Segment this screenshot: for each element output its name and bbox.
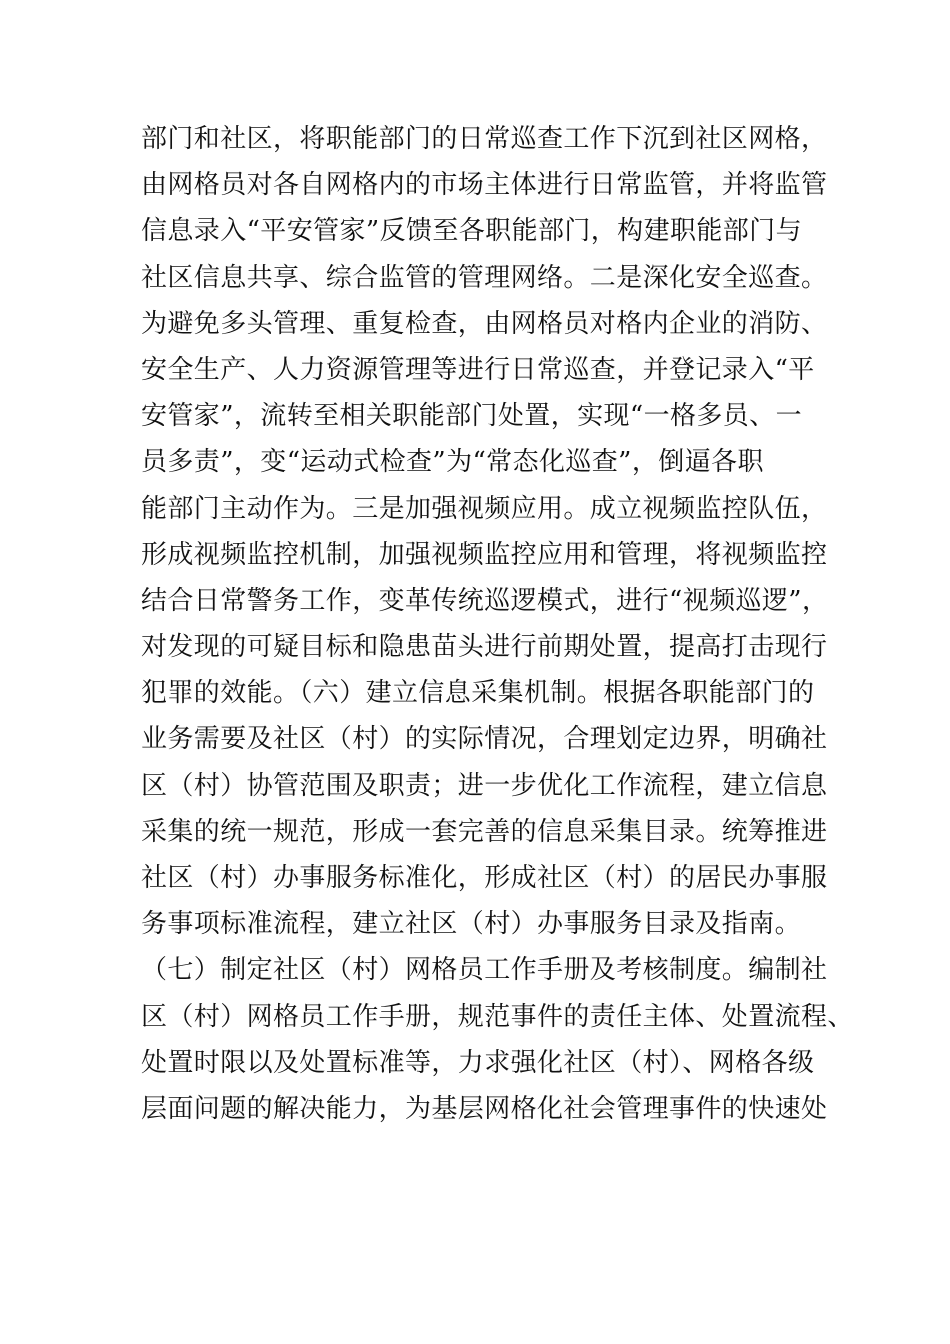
text-line: 犯罪的效能。（六）建立信息采集机制。根据各职能部门的 [141, 678, 815, 709]
text-line: 安管家”，流转至相关职能部门处置，实现“一格多员、一 [141, 401, 802, 432]
text-line: 结合日常警务工作，变革传统巡逻模式，进行“视频巡逻”， [141, 585, 829, 616]
text-line: 对发现的可疑目标和隐患苗头进行前期处置，提高打击现行 [141, 632, 828, 663]
text-line: 部门和社区，将职能部门的日常巡查工作下沉到社区网格， [141, 124, 828, 154]
text-line: 层面问题的解决能力，为基层网格化社会管理事件的快速处 [141, 1093, 828, 1124]
text-line: （七）制定社区（村）网格员工作手册及考核制度。编制社 [141, 955, 828, 986]
text-line: 员多责”，变“运动式检查”为“常态化巡查”，倒逼各职 [141, 447, 764, 478]
text-line: 采集的统一规范，形成一套完善的信息采集目录。统筹推进 [141, 816, 828, 847]
text-line: 社区（村）办事服务标准化，形成社区（村）的居民办事服 [141, 863, 828, 893]
text-line: 信息录入“平安管家”反馈至各职能部门，构建职能部门与 [141, 216, 802, 247]
text-line: 处置时限以及处置标准等，力求强化社区（村）、网格各级 [141, 1047, 815, 1078]
text-line: 区（村）网格员工作手册，规范事件的责任主体、处置流程、 [141, 1001, 854, 1032]
body-text [141, 116, 854, 1132]
text-line: 由网格员对各自网格内的市场主体进行日常监管，并将监管 [141, 170, 828, 201]
text-line: 为避免多头管理、重复检查，由网格员对格内企业的消防、 [141, 308, 828, 339]
text-line: 务事项标准流程，建立社区（村）办事服务目录及指南。 [141, 909, 802, 940]
text-line: 形成视频监控机制，加强视频监控应用和管理，将视频监控 [141, 539, 828, 570]
text-line: 业务需要及社区（村）的实际情况，合理划定边界，明确社 [141, 724, 828, 755]
text-line: 安全生产、人力资源管理等进行日常巡查，并登记录入“平 [141, 354, 815, 385]
text-line: 社区信息共享、综合监管的管理网络。二是深化安全巡查。 [141, 262, 828, 293]
text-line: 区（村）协管范围及职责；进一步优化工作流程，建立信息 [141, 770, 828, 801]
text-line: 能部门主动作为。三是加强视频应用。成立视频监控队伍， [141, 493, 828, 524]
